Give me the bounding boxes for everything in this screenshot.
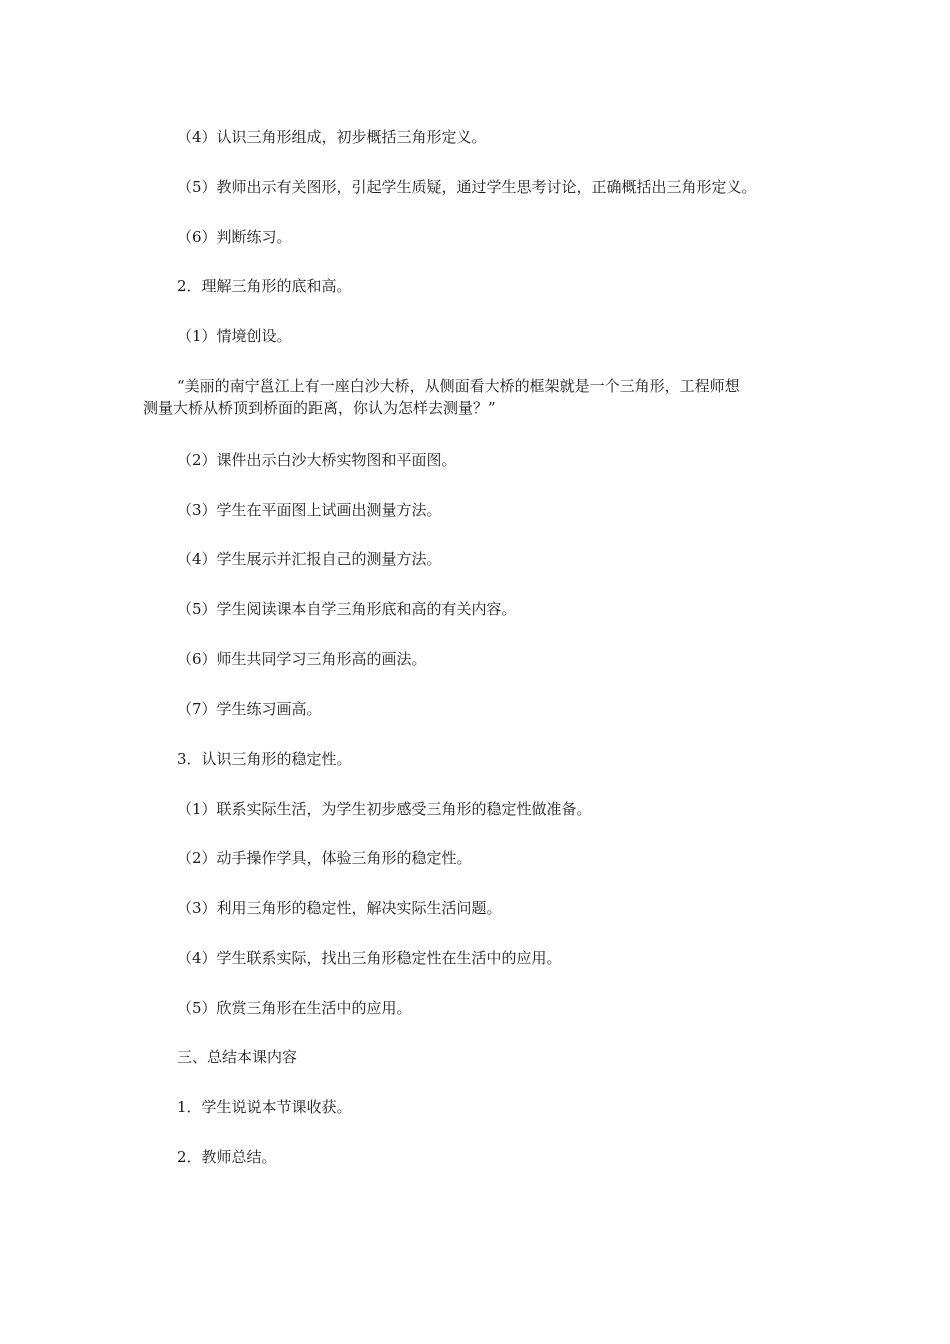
text-line: （5）欣赏三角形在生活中的应用。 — [177, 999, 412, 1017]
text-line: （1）联系实际生活，为学生初步感受三角形的稳定性做准备。 — [177, 800, 592, 818]
text-line: （5）学生阅读课本自学三角形底和高的有关内容。 — [177, 600, 517, 618]
text-line: 1．学生说说本节课收获。 — [177, 1098, 352, 1116]
text-line: （1）情境创设。 — [177, 327, 292, 345]
quote-paragraph — [143, 375, 823, 419]
text-line: （4）学生展示并汇报自己的测量方法。 — [177, 550, 442, 568]
text-line: （4）认识三角形组成，初步概括三角形定义。 — [177, 128, 487, 146]
section-heading: 3．认识三角形的稳定性。 — [177, 750, 352, 768]
text-line: （3）学生在平面图上试画出测量方法。 — [177, 501, 442, 519]
section-heading: 三、总结本课内容 — [177, 1048, 298, 1066]
text-line: （3）利用三角形的稳定性，解决实际生活问题。 — [177, 899, 502, 917]
text-line: （5）教师出示有关图形，引起学生质疑，通过学生思考讨论，正确概括出三角形定义。 — [177, 178, 757, 196]
quote-line-1: “美丽的南宁邕江上有一座白沙大桥，从侧面看大桥的框架就是一个三角形，工程师想 — [177, 377, 740, 395]
section-heading: 2．理解三角形的底和高。 — [177, 277, 352, 295]
text-line: （6）判断练习。 — [177, 228, 292, 246]
text-line: 2．教师总结。 — [177, 1148, 277, 1166]
text-line: （6）师生共同学习三角形高的画法。 — [177, 650, 427, 668]
text-line: （7）学生练习画高。 — [177, 700, 322, 718]
text-line: （4）学生联系实际，找出三角形稳定性在生活中的应用。 — [177, 949, 562, 967]
quote-line-2: 测量大桥从桥顶到桥面的距离，你认为怎样去测量？” — [143, 399, 496, 417]
text-line: （2）课件出示白沙大桥实物图和平面图。 — [177, 451, 457, 469]
text-line: （2）动手操作学具，体验三角形的稳定性。 — [177, 849, 472, 867]
